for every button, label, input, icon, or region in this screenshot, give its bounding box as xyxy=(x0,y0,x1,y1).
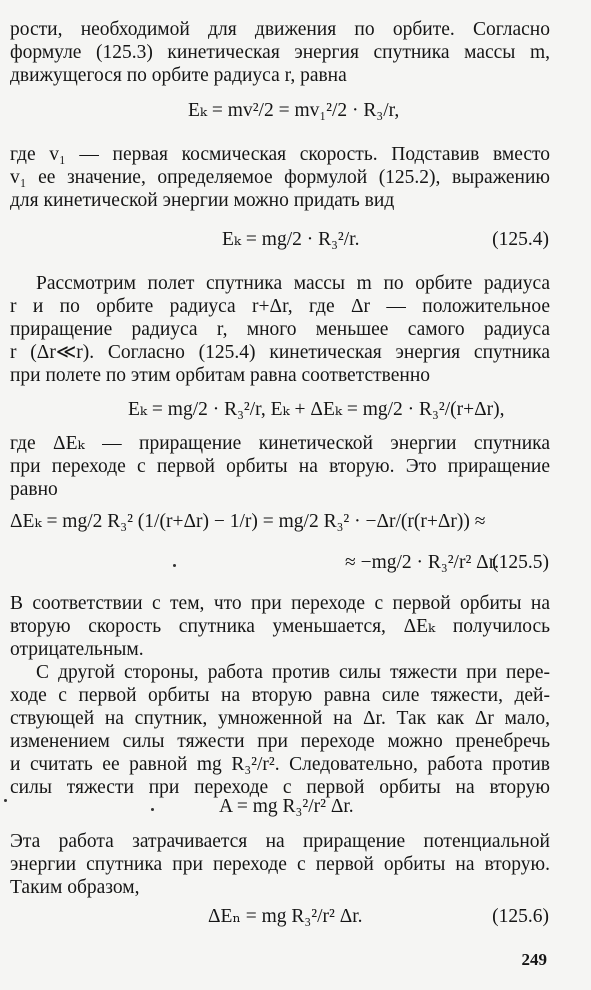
text-line: v₁ ее значение, определяемое формулой (125.2), выражению xyxy=(10,167,550,188)
text-line: ствующей на спутник, умноженной на Δr. Так как Δr мало, xyxy=(10,708,550,729)
text-line: приращение радиуса r, много меньшее самого радиуса xyxy=(10,319,550,340)
text-line: изменением силы тяжести при переходе можно пренебречь xyxy=(10,731,550,752)
text-line: вторую скорость спутника уменьшается, ΔEₖ получилось xyxy=(10,616,550,637)
equation-number: (125.5) xyxy=(492,552,549,573)
formula-125-5-part-1: ΔEₖ = mg/2 R₃² (1/(r+Δr) − 1/r) = mg/2 R₃² · −Δr/(r(r+Δr)) ≈ xyxy=(10,511,486,532)
formula-kinetic-energy-1: Eₖ = mv²/2 = mv₁²/2 · R₃/r, xyxy=(188,100,400,121)
text-line: при переходе с первой орбиты на вторую. Это приращение xyxy=(10,456,550,477)
text-line: Эта работа затрачивается на приращение потенциальной xyxy=(10,831,550,852)
text-line: энергии спутника при переходе с первой орбиты на вторую. xyxy=(10,854,550,875)
formula-125-5-part-2: ≈ −mg/2 · R₃²/r² Δr. xyxy=(345,552,500,573)
text-line: Таким образом, xyxy=(10,877,140,898)
formula-work: A = mg R₃²/r² Δr. xyxy=(219,796,354,817)
text-line: при полете по этим орбитам равна соответственно xyxy=(10,365,431,386)
text-line: ходе с первой орбиты на вторую равна силе тяжести, дей- xyxy=(10,685,550,706)
formula-energies: Eₖ = mg/2 · R₃²/r, Eₖ + ΔEₖ = mg/2 · R₃²/(r+Δr), xyxy=(128,399,505,420)
text-line: отрицательным. xyxy=(10,639,144,660)
text-line: r (Δr≪r). Согласно (125.4) кинетическая энергия спутника xyxy=(10,342,550,363)
print-speck xyxy=(173,564,176,567)
text-line: формуле (125.3) кинетическая энергия спутника массы m, xyxy=(10,42,550,63)
text-line: равно xyxy=(10,479,58,500)
text-line: С другой стороны, работа против силы тяжести при пере- xyxy=(36,662,550,683)
text-line: r и по орбите радиуса r+Δr, где Δr — положительное xyxy=(10,296,550,317)
equation-number: (125.6) xyxy=(492,906,549,927)
text-line: где ΔEₖ — приращение кинетической энергии спутника xyxy=(10,433,550,454)
formula-125-6: ΔEₙ = mg R₃²/r² Δr. xyxy=(208,906,363,927)
text-line: движущегося по орбите радиуса r, равна xyxy=(10,65,347,86)
print-speck xyxy=(151,808,154,811)
text-line: и считать ее равной mg R₃²/r². Следовательно, работа против xyxy=(10,754,550,775)
text-line: где v₁ — первая космическая скорость. Подставив вместо xyxy=(10,144,550,165)
page-number: 249 xyxy=(521,950,547,969)
equation-number: (125.4) xyxy=(492,229,549,250)
formula-125-4: Eₖ = mg/2 · R₃²/r. xyxy=(222,229,360,250)
text-line: Рассмотрим полет спутника массы m по орбите радиуса xyxy=(36,273,550,294)
print-speck xyxy=(4,799,7,802)
text-line: силы тяжести при переходе с первой орбиты на вторую xyxy=(10,777,550,798)
text-line: для кинетической энергии можно придать вид xyxy=(10,190,395,211)
text-line: рости, необходимой для движения по орбите. Согласно xyxy=(10,19,550,40)
text-line: В соответствии с тем, что при переходе с первой орбиты на xyxy=(10,593,550,614)
